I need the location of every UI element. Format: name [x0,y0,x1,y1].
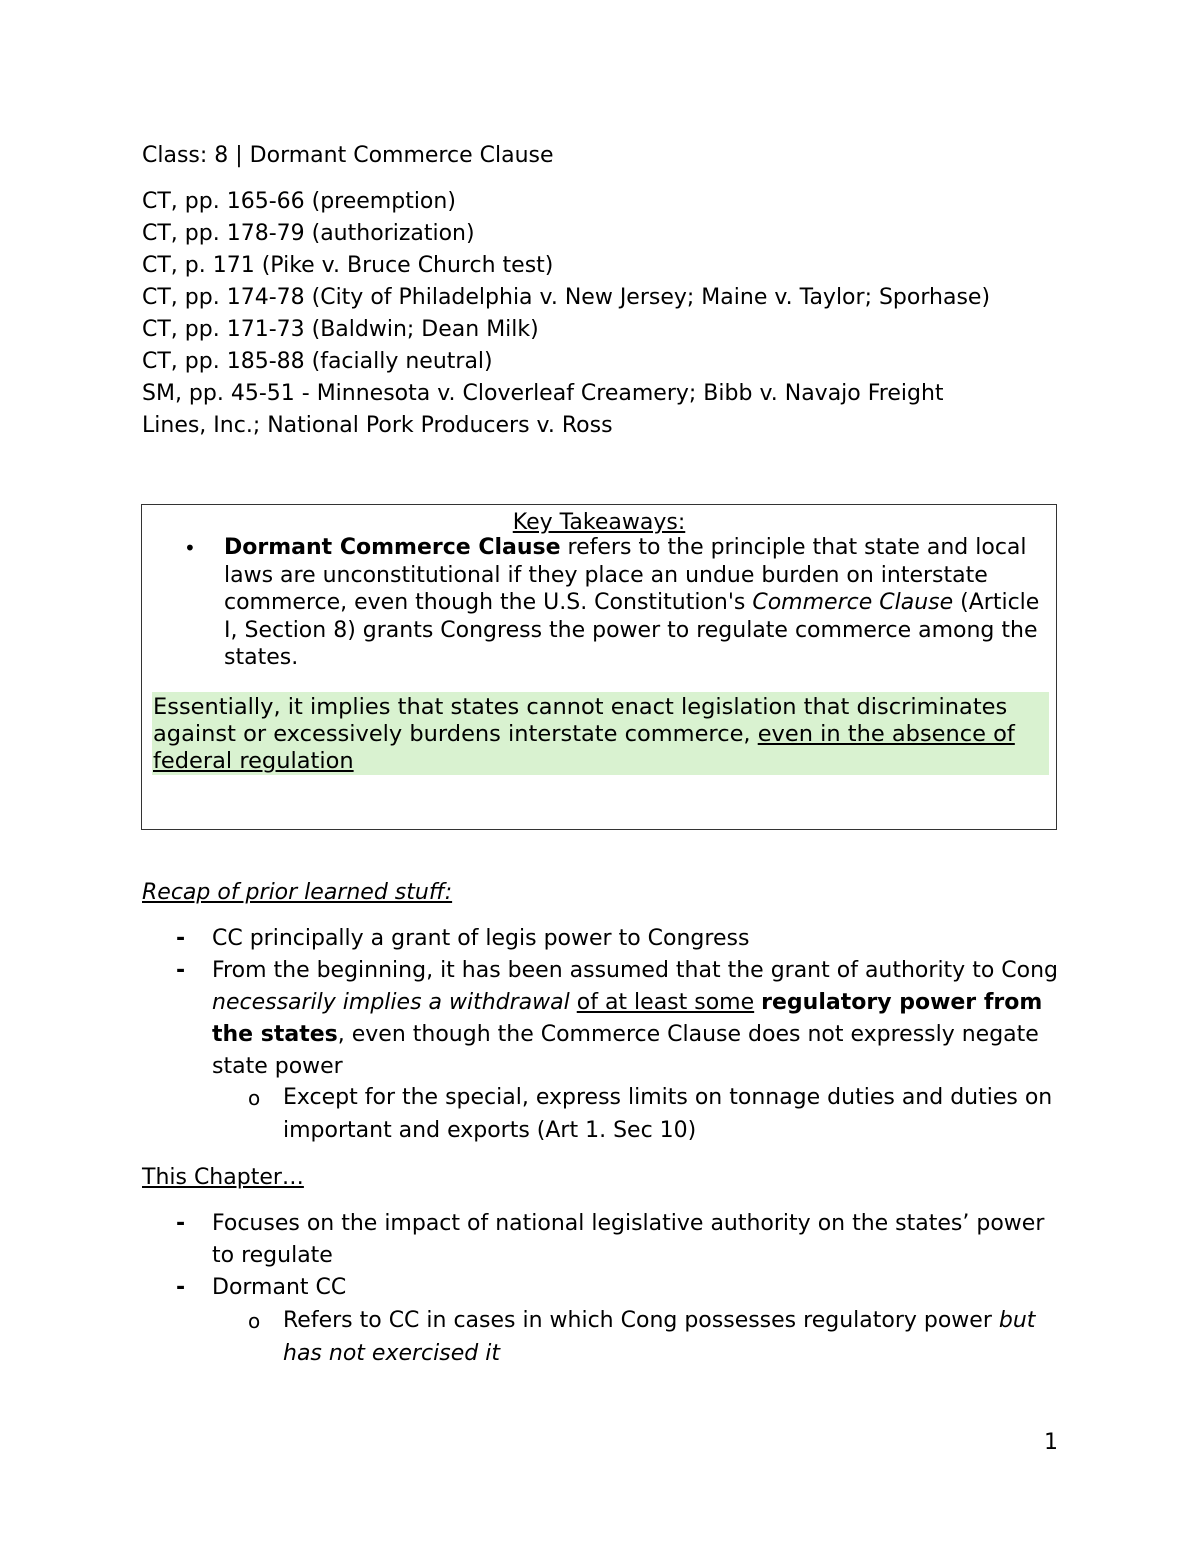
reading-item: CT, pp. 165-66 (preemption) [142,189,456,214]
highlight-text: Essentially, it implies that states cannot enact legislation that discriminates against or excessively burdens interstate commerce, [153,694,1008,747]
recap-item: CC principally a grant of legis power to Congress [212,926,750,951]
class-title: Class: 8 | Dormant Commerce Clause [142,143,554,168]
key-takeaways-box [141,504,1057,830]
reading-item: CT, pp. 185-88 (facially neutral) [142,349,493,374]
takeaway-text: (Article I, Section 8) grants Congress the power to regulate commerce among the states. [224,590,1040,670]
reading-list [142,186,1042,442]
chapter-sub-item: Refers to CC in cases in which Cong possesses regulatory power but has not exercised it [283,1308,1036,1366]
key-takeaways-heading: Key Takeaways: [512,510,686,535]
chapter-item: Focuses on the impact of national legislative authority on the states’ power to regulate [212,1211,1045,1268]
reading-item: CT, pp. 171-73 (Baldwin; Dean Milk) [142,317,539,342]
reading-item: Lines, Inc.; National Pork Producers v. Ross [142,413,613,438]
reading-item: CT, pp. 178-79 (authorization) [142,221,475,246]
takeaway-definition [224,534,1054,672]
takeaway-term: Dormant Commerce Clause [224,535,561,560]
takeaway-text: refers to the principle that state and local laws are unconstitutional if they place an undue burden on interstate commerce, even though the U.S. Constitution's [224,535,1027,615]
circle-bullet-icon: o [248,1086,261,1110]
recap-sub-item: Except for the special, express limits on tonnage duties and duties on important and exports (Art 1. Sec 10) [283,1085,1053,1143]
reading-item: CT, p. 171 (Pike v. Bruce Church test) [142,253,554,278]
reading-item: SM, pp. 45-51 - Minnesota v. Cloverleaf Creamery; Bibb v. Navajo Freight [142,381,944,406]
dash-bullet-icon: - [176,926,186,951]
recap-heading: Recap of prior learned stuff: [142,880,453,905]
dash-bullet-icon: - [176,1211,186,1236]
chapter-heading: This Chapter… [142,1165,304,1190]
reading-item: CT, pp. 174-78 (City of Philadelphia v. New Jersey; Maine v. Taylor; Sporhase) [142,285,991,310]
dash-bullet-icon: - [176,1275,186,1300]
takeaway-highlight [152,692,1049,775]
takeaway-emphasis: Commerce Clause [752,590,954,615]
bullet-icon: • [184,536,196,560]
circle-bullet-icon: o [248,1309,261,1333]
recap-item: From the beginning, it has been assumed that the grant of authority to Cong necessarily implies a withdrawal of at least some regulatory power from the states, even though the Commerce Clause does not expressly negate state power [212,958,1059,1079]
dash-bullet-icon: - [176,958,186,983]
highlight-underlined-text: even in the absence of federal regulation [153,721,1015,774]
page-number: 1 [1044,1430,1058,1455]
chapter-item: Dormant CC [212,1275,347,1300]
